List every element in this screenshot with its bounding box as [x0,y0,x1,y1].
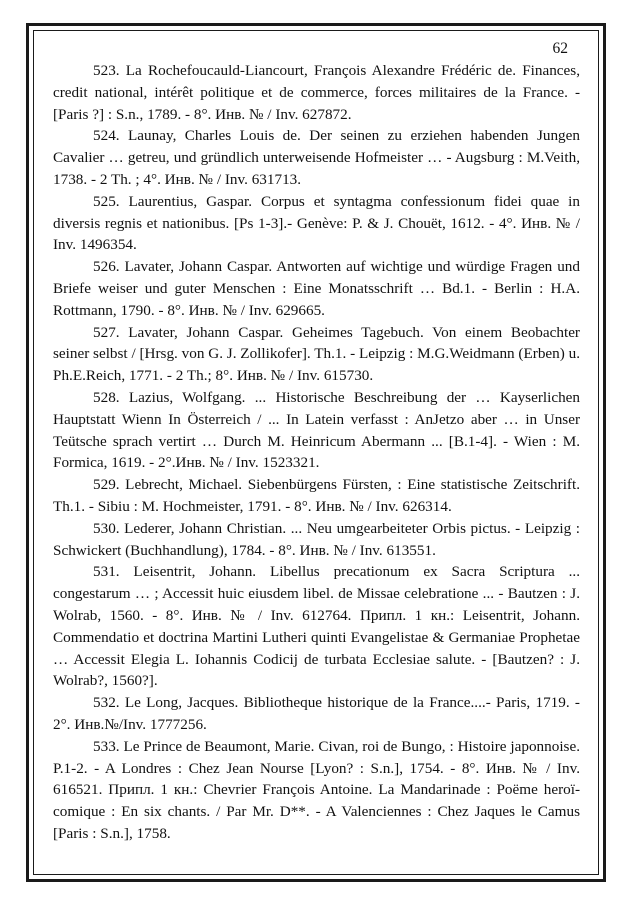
page-number: 62 [552,40,568,57]
catalog-entries [53,60,580,845]
catalog-entry-531: 531. Leisentrit, Johann. Libellus precationum ex Sacra Scriptura ... congestarum … ; Accessit huic eiusdem libel. de Missae celebratione ... - Bautzen : J. Wolrab, 1560. - 8°. Инв. № / Inv. 612764. Припл. 1 кн.: Leisentrit, Johann. Commendatio et doctrina Martini Lutheri quinti Evangelistae & Germaniae Prophetae … Accessit Elegia L. Iohannis Codicij de turbata Ecclesiae salute. - [Bautzen? : J. Wolrab?, 1560?]. [53,563,580,690]
catalog-entry-530: 530. Lederer, Johann Christian. ... Neu umgearbeiteter Orbis pictus. - Leipzig : Schwickert (Buchhandlung), 1784. - 8°. Инв. № / Inv. 613551. [53,519,580,559]
catalog-entry-532: 532. Le Long, Jacques. Bibliotheque historique de la France....- Paris, 1719. - 2°. Инв.№/Inv. 1777256. [53,694,580,733]
catalog-entry-529: 529. Lebrecht, Michael. Siebenbürgens Fürsten, : Eine statistische Zeitschrift. Th.1. - Sibiu : M. Hochmeister, 1791. - 8°. Инв. № / Inv. 626314. [53,476,580,515]
catalog-entry-526: 526. Lavater, Johann Caspar. Antworten auf wichtige und würdige Fragen und Briefe weiser und guter Menschen : Eine Monatsschrift … Bd.1. - Berlin : H.A. Rottmann, 1790. - 8°. Инв. № / Inv. 629665. [53,258,580,319]
catalog-entry-527: 527. Lavater, Johann Caspar. Geheimes Tagebuch. Von einem Beobachter seiner selbst / [Hrsg. von G. J. Zollikofer]. Th.1. - Leipzig : M.G.Weidmann (Erben) u. Ph.E.Reich, 1771. - 2 Th.; 8°. Инв. № / Inv. 615730. [53,323,580,385]
catalog-entry-525: 525. Laurentius, Gaspar. Corpus et syntagma confessionum fidei quae in diversis regnis et nationibus. [Ps 1-3].- Genève: P. & J. Chouët, 1612. - 4°. Инв. № / Inv. 1496354. [53,192,580,254]
catalog-entry-524: 524. Launay, Charles Louis de. Der seinen zu erziehen habenden Jungen Cavalier … getreu, und gründlich unterweisende Hofmeister … - Augsburg : M.Veith, 1738. - 2 Th. ; 4°. Инв. № / Inv. 631713. [53,127,580,188]
catalog-entry-523: 523. La Rochefoucauld-Liancourt, François Alexandre Frédéric de. Finances, credit national, intérêt politique et de commerce, forces militaires de la France. - [Paris ?] : S.n., 1789. - 8°. Инв. № / Inv. 627872. [53,62,580,123]
catalog-entry-528: 528. Lazius, Wolfgang. ... Historische Beschreibung der … Kayserlichen Hauptstatt Wienn In Österreich / ... In Latein verfasst : AnJetzo aber … in Unser Teütsche sprach vertirt … Durch M. Heinricum Abermann ... [B.1-4]. - Wien : M. Formica, 1619. - 2°.Инв. № / Inv. 1523321. [53,388,580,472]
catalog-entry-533: 533. Le Prince de Beaumont, Marie. Civan, roi de Bungo, : Histoire japonnoise. P.1-2. - A Londres : Chez Jean Nourse [Lyon? : S.n.], 1754. - 8°. Инв. № / Inv. 616521. Припл. 1 кн.: Chevrier François Antoine. La Mandarinade : Poëme heroï-comique : En six chants. / Par Mr. D**. - A Valenciennes : Chez Jaques le Camus [Paris : S.n.], 1758. [53,737,580,842]
